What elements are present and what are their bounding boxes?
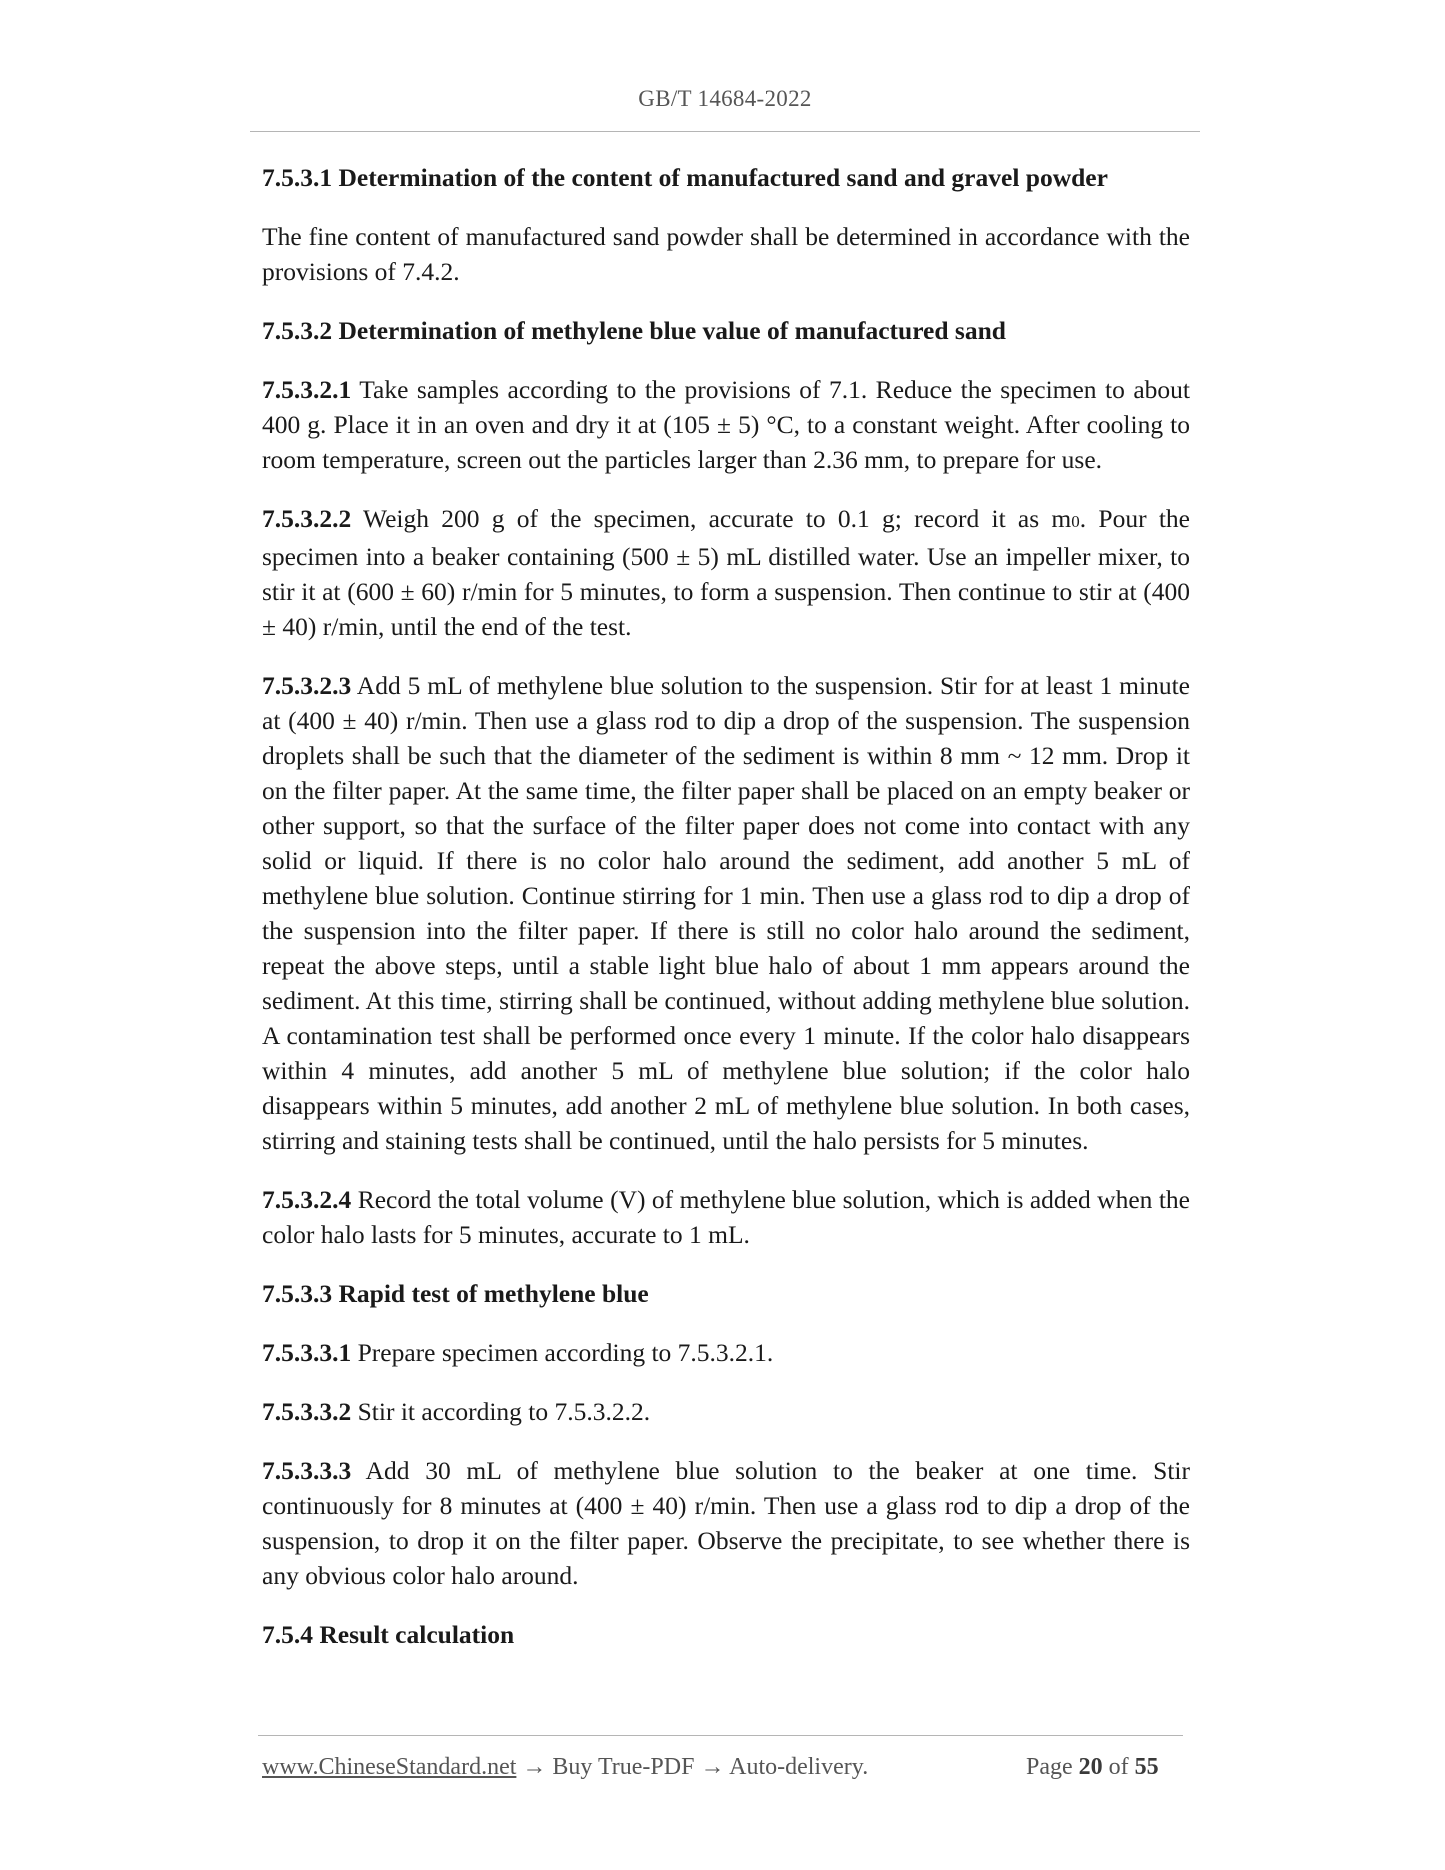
- clause-text: Record the total volume (V) of methylene blue solution, which is added when the color halo lasts for 5 minutes, accurate to 1 mL.: [262, 1185, 1190, 1249]
- header-divider: [250, 131, 1200, 132]
- footer-promo: [262, 1754, 868, 1781]
- clause-number: 7.5.3.3.3: [262, 1456, 352, 1485]
- page-label: Page: [1026, 1754, 1079, 1780]
- clause-number: 7.5.3.3.2: [262, 1397, 352, 1426]
- page-indicator: [1026, 1754, 1159, 1781]
- clause-number: 7.5.3.2.4: [262, 1185, 352, 1214]
- clause-number: 7.5.3.2.1: [262, 375, 352, 404]
- total-pages: 55: [1134, 1754, 1159, 1780]
- section-heading-754: 7.5.4 Result calculation: [262, 1620, 515, 1649]
- page-number: 20: [1078, 1754, 1103, 1780]
- subscript-zero: 0: [1071, 512, 1080, 531]
- paragraph-75333: [262, 1453, 1190, 1593]
- footer-promo-text: → Buy True-PDF → Auto-delivery.: [516, 1754, 869, 1780]
- paragraph-75321: [262, 372, 1190, 477]
- document-body: [262, 160, 1190, 1676]
- clause-number: 7.5.3.2.2: [262, 504, 352, 533]
- section-heading-7531: 7.5.3.1 Determination of the content of manufactured sand and gravel powder: [262, 163, 1108, 192]
- clause-number: 7.5.3.2.3: [262, 671, 352, 700]
- paragraph-75331: [262, 1335, 1190, 1370]
- clause-text: Take samples according to the provisions of 7.1. Reduce the specimen to about 400 g. Place it in an oven and dry it at (105 ± 5) °C, to a constant weight. After cooling to room temperature, screen out the particles larger than 2.36 mm, to prepare for use.: [262, 375, 1190, 474]
- website-link[interactable]: www.ChineseStandard.net: [262, 1754, 517, 1780]
- page-header-title: GB/T 14684-2022: [638, 86, 812, 111]
- clause-number: 7.5.3.3.1: [262, 1338, 352, 1367]
- paragraph-75324: [262, 1182, 1190, 1252]
- footer-divider: [258, 1735, 1183, 1736]
- paragraph-7531: The fine content of manufactured sand powder shall be determined in accordance with the provisions of 7.4.2.: [262, 222, 1190, 286]
- of-label: of: [1102, 1754, 1135, 1780]
- clause-text: Weigh 200 g of the specimen, accurate to 0.1 g; record it as m: [351, 504, 1072, 533]
- clause-text: Stir it according to 7.5.3.2.2.: [351, 1397, 651, 1426]
- section-heading-7532: 7.5.3.2 Determination of methylene blue value of manufactured sand: [262, 316, 1006, 345]
- paragraph-75322: [262, 501, 1190, 644]
- clause-text: Prepare specimen according to 7.5.3.2.1.: [351, 1338, 774, 1367]
- clause-text-cont: . Pour the specimen into a beaker containing (500 ± 5) mL distilled water. Use an impeller mixer, to stir it at (600 ± 60) r/min for 5 minutes, to form a suspension. Then continue to stir at (400 ± 40) r/min, until the end of the test.: [262, 504, 1190, 641]
- clause-text: Add 30 mL of methylene blue solution to the beaker at one time. Stir continuously for 8 minutes at (400 ± 40) r/min. Then use a glass rod to dip a drop of the suspension, to drop it on the filter paper. Observe the precipitate, to see whether there is any obvious color halo around.: [262, 1456, 1190, 1590]
- clause-text: Add 5 mL of methylene blue solution to the suspension. Stir for at least 1 minute at (400 ± 40) r/min. Then use a glass rod to dip a drop of the suspension. The suspension droplets shall be such that the diameter of the sediment is within 8 mm ~ 12 mm. Drop it on the filter paper. At the same time, the filter paper shall be placed on an empty beaker or other support, so that the surface of the filter paper does not come into contact with any solid or liquid. If there is no color halo around the sediment, add another 5 mL of methylene blue solution. Continue stirring for 1 min. Then use a glass rod to dip a drop of the suspension into the filter paper. If there is still no color halo around the sediment, repeat the above steps, until a stable light blue halo of about 1 mm appears around the sediment. At this time, stirring shall be continued, without adding methylene blue solution. A contamination test shall be performed once every 1 minute. If the color halo disappears within 4 minutes, add another 5 mL of methylene blue solution; if the color halo disappears within 5 minutes, add another 2 mL of methylene blue solution. In both cases, stirring and staining tests shall be continued, until the halo persists for 5 minutes.: [262, 671, 1190, 1155]
- section-heading-7533: 7.5.3.3 Rapid test of methylene blue: [262, 1279, 649, 1308]
- paragraph-75323: [262, 668, 1190, 1158]
- paragraph-75332: [262, 1394, 1190, 1429]
